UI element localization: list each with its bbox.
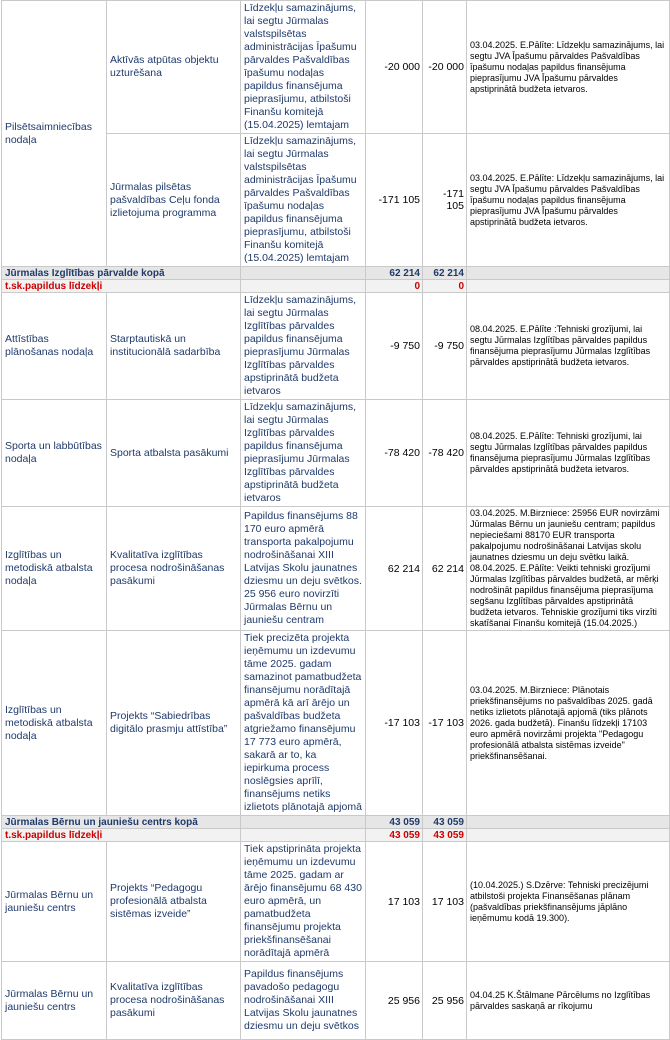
program-cell: Starptautiskā un institucionālā sadarbība — [107, 293, 241, 400]
amount-total-cell: 25 956 — [423, 962, 467, 1040]
budget-table — [1, 0, 670, 1040]
note-cell: 08.04.2025. E.Pālīte: Tehniski grozījumi, lai segtu Jūrmalas Izglītības pārvaldes papildus finansējuma pieprasījumu Jūrmalas Izglītības pārvaldes apstiprinātā budžeta ietvaros. — [467, 400, 670, 507]
program-cell: Kvalitatīva izglītības procesa nodrošināšanas pasākumi — [107, 507, 241, 631]
amount-cell: -78 420 — [366, 400, 423, 507]
total-row — [2, 816, 670, 829]
note-cell: 03.04.2025. E.Pālīte: Līdzekļu samazinājums, lai segtu JVA Īpašumu pārvaldes Pašvaldības īpašumu nodaļas papildus finansējuma pieprasījumu JVA Īpašumu pārvaldes apstiprinātā budžeta ietvaros. — [467, 134, 670, 267]
amount-total-cell: 17 103 — [423, 842, 467, 962]
department-cell: Izglītības un metodiskā atbalsta nodaļa — [2, 631, 107, 816]
total-amount-cell: 62 214 — [423, 267, 467, 280]
description-cell: Līdzekļu samazinājums, lai segtu Jūrmalas valstspilsētas administrācijas Īpašumu pārvaldes Pašvaldības īpašumu nodaļas papildus finansējuma pieprasījumu, atbilstoši Finanšu komitejā (15.04.2025) lemtajam — [241, 1, 366, 134]
amount-total-cell: -20 000 — [423, 1, 467, 134]
department-cell: Sporta un labbūtības nodaļa — [2, 400, 107, 507]
department-cell: Jūrmalas Bērnu un jauniešu centrs — [2, 962, 107, 1040]
amount-cell: -171 105 — [366, 134, 423, 267]
table-row — [2, 507, 670, 631]
additional-funds-label: t.sk.papildus līdzekļi — [2, 829, 241, 842]
department-cell: Izglītības un metodiskā atbalsta nodaļa — [2, 507, 107, 631]
department-cell: Jūrmalas Bērnu un jauniešu centrs — [2, 842, 107, 962]
program-cell: Sporta atbalsta pasākumi — [107, 400, 241, 507]
amount-total-cell: 62 214 — [423, 507, 467, 631]
table-row — [2, 962, 670, 1040]
total-row — [2, 267, 670, 280]
additional-funds-row — [2, 829, 670, 842]
amount-cell: -9 750 — [366, 293, 423, 400]
description-cell: Papildus finansējums 88 170 euro apmērā transporta pakalpojumu nodrošināšanai XIII Latvijas Skolu jaunatnes dziesmu un deju svētkos. 25 956 euro novirzīti Jūrmalas Bērnu un jauniešu centram — [241, 507, 366, 631]
program-cell: Kvalitatīva izglītības procesa nodrošināšanas pasākumi — [107, 962, 241, 1040]
amount-cell: 17 103 — [366, 842, 423, 962]
amount-cell: -20 000 — [366, 1, 423, 134]
note-cell: 08.04.2025. E.Pālīte :Tehniski grozījumi, lai segtu Jūrmalas Izglītības pārvaldes papildus finansējuma pieprasījumu Jūrmalas Izglītības pārvaldes apstiprinātā budžeta ietvaros. — [467, 293, 670, 400]
amount-cell: -17 103 — [366, 631, 423, 816]
program-cell: Jūrmalas pilsētas pašvaldības Ceļu fonda izlietojuma programma — [107, 134, 241, 267]
description-cell: Papildus finansējums pavadošo pedagogu nodrošināšanai XIII Latvijas Skolu jaunatnes dziesmu un deju svētkos — [241, 962, 366, 1040]
total-label: Jūrmalas Izglītības pārvalde kopā — [2, 267, 241, 280]
note-cell: 03.04.2025. E.Pālīte: Līdzekļu samazinājums, lai segtu JVA Īpašumu pārvaldes Pašvaldības īpašumu nodaļas papildus finansējuma pieprasījumu JVA Īpašumu pārvaldes apstiprinātā budžeta ietvaros. — [467, 1, 670, 134]
program-cell: Projekts “Sabiedrības digitālo prasmju attīstība” — [107, 631, 241, 816]
additional-funds-label: t.sk.papildus līdzekļi — [2, 280, 241, 293]
additional-funds-amount: 0 — [423, 280, 467, 293]
table-row — [2, 400, 670, 507]
description-cell: Tiek apstiprināta projekta ieņēmumu un izdevumu tāme 2025. gadam ar ārējo finansējumu 68 430 euro apmērā, un pamatbudžeta finansējumu projekta priekšfinansēšanai norādītajā apmērā — [241, 842, 366, 962]
department-cell: Attīstības plānošanas nodaļa — [2, 293, 107, 400]
additional-funds-amount: 43 059 — [366, 829, 423, 842]
additional-funds-amount: 43 059 — [423, 829, 467, 842]
additional-funds-row — [2, 280, 670, 293]
note-cell: 03.04.2025. M.Birzniece: 25956 EUR novirzāmi Jūrmalas Bērnu un jauniešu centram; papildus nepieciešami 88170 EUR transporta pakalpojumu nodrošināšanai Latvijas skolu jaunatnes dziesmu un deju svētku laikā. 08.04.2025. E.Pālīte: Veikti tehniski grozījumi Jūrmalas Izglītības pārvaldes budžetā, ar mērķi nodrošināt papildus finansējuma pieprasījuma segšanu Izglītības pārvaldes apstiprinātā budžeta ietvaros. Tehniskie grozījumi tiks virzīti skatīšanai Finanšu komitejā (15.04.2025.) — [467, 507, 670, 631]
amount-cell: 62 214 — [366, 507, 423, 631]
table-row — [2, 842, 670, 962]
total-amount-cell: 43 059 — [423, 816, 467, 829]
additional-funds-amount: 0 — [366, 280, 423, 293]
table-row — [2, 293, 670, 400]
program-cell: Projekts “Pedagogu profesionālā atbalsta sistēmas izveide” — [107, 842, 241, 962]
amount-total-cell: -78 420 — [423, 400, 467, 507]
description-cell: Tiek precizēta projekta ieņēmumu un izdevumu tāme 2025. gadam samazinot pamatbudžeta finansējumu norādītajā apmērā kā arī ārējo un pašvaldības budžeta atgriežamo finansējumu 17 773 euro apmērā, sakarā ar to, ka iepirkuma process noslēgsies aprīlī, finansējums netiks izlietots plānotajā apjomā — [241, 631, 366, 816]
note-cell: (10.04.2025.) S.Dzērve: Tehniski precizējumi atbilstoši projekta Finansēšanas plānam (pašvaldības priekšfinansējums jāplāno ieņēmumu kodā 19.300). — [467, 842, 670, 962]
amount-total-cell: -171 105 — [423, 134, 467, 267]
description-cell: Līdzekļu samazinājums, lai segtu Jūrmalas Izglītības pārvaldes papildus finansējuma pieprasījumu Jūrmalas Izglītības pārvaldes apstiprinātā budžeta ietvaros — [241, 293, 366, 400]
amount-total-cell: -9 750 — [423, 293, 467, 400]
total-label: Jūrmalas Bērnu un jauniešu centrs kopā — [2, 816, 241, 829]
table-row — [2, 631, 670, 816]
amount-cell: 25 956 — [366, 962, 423, 1040]
total-amount-cell: 62 214 — [366, 267, 423, 280]
description-cell: Līdzekļu samazinājums, lai segtu Jūrmalas Izglītības pārvaldes papildus finansējuma pieprasījumu Jūrmalas Izglītības pārvaldes apstiprinātā budžeta ietvaros — [241, 400, 366, 507]
amount-total-cell: -17 103 — [423, 631, 467, 816]
description-cell: Līdzekļu samazinājums, lai segtu Jūrmalas valstspilsētas administrācijas Īpašumu pārvaldes Pašvaldības īpašumu nodaļas papildus finansējuma pieprasījumu, atbilstoši Finanšu komitejā (15.04.2025) lemtajam — [241, 134, 366, 267]
total-amount-cell: 43 059 — [366, 816, 423, 829]
note-cell: 03.04.2025. M.Birzniece: Plānotais priekšfinansējums no pašvaldības 2025. gadā netiks izlietots plānotajā apjomā (tiks plānots 2026. gada budžetā). Finanšu līdzekļi 17103 euro apmērā novirzāmi projekta "Pedagogu profesionālā atbalsta sistēmas izveide" priekšfinansēšanai. — [467, 631, 670, 816]
table-row — [2, 1, 670, 134]
note-cell: 04.04.25 K.Štālmane Pārcēlums no Izglītības pārvaldes saskaņā ar rīkojumu — [467, 962, 670, 1040]
program-cell: Aktīvās atpūtas objektu uzturēšana — [107, 1, 241, 134]
department-cell: Pilsētsaimniecības nodaļa — [2, 1, 107, 267]
